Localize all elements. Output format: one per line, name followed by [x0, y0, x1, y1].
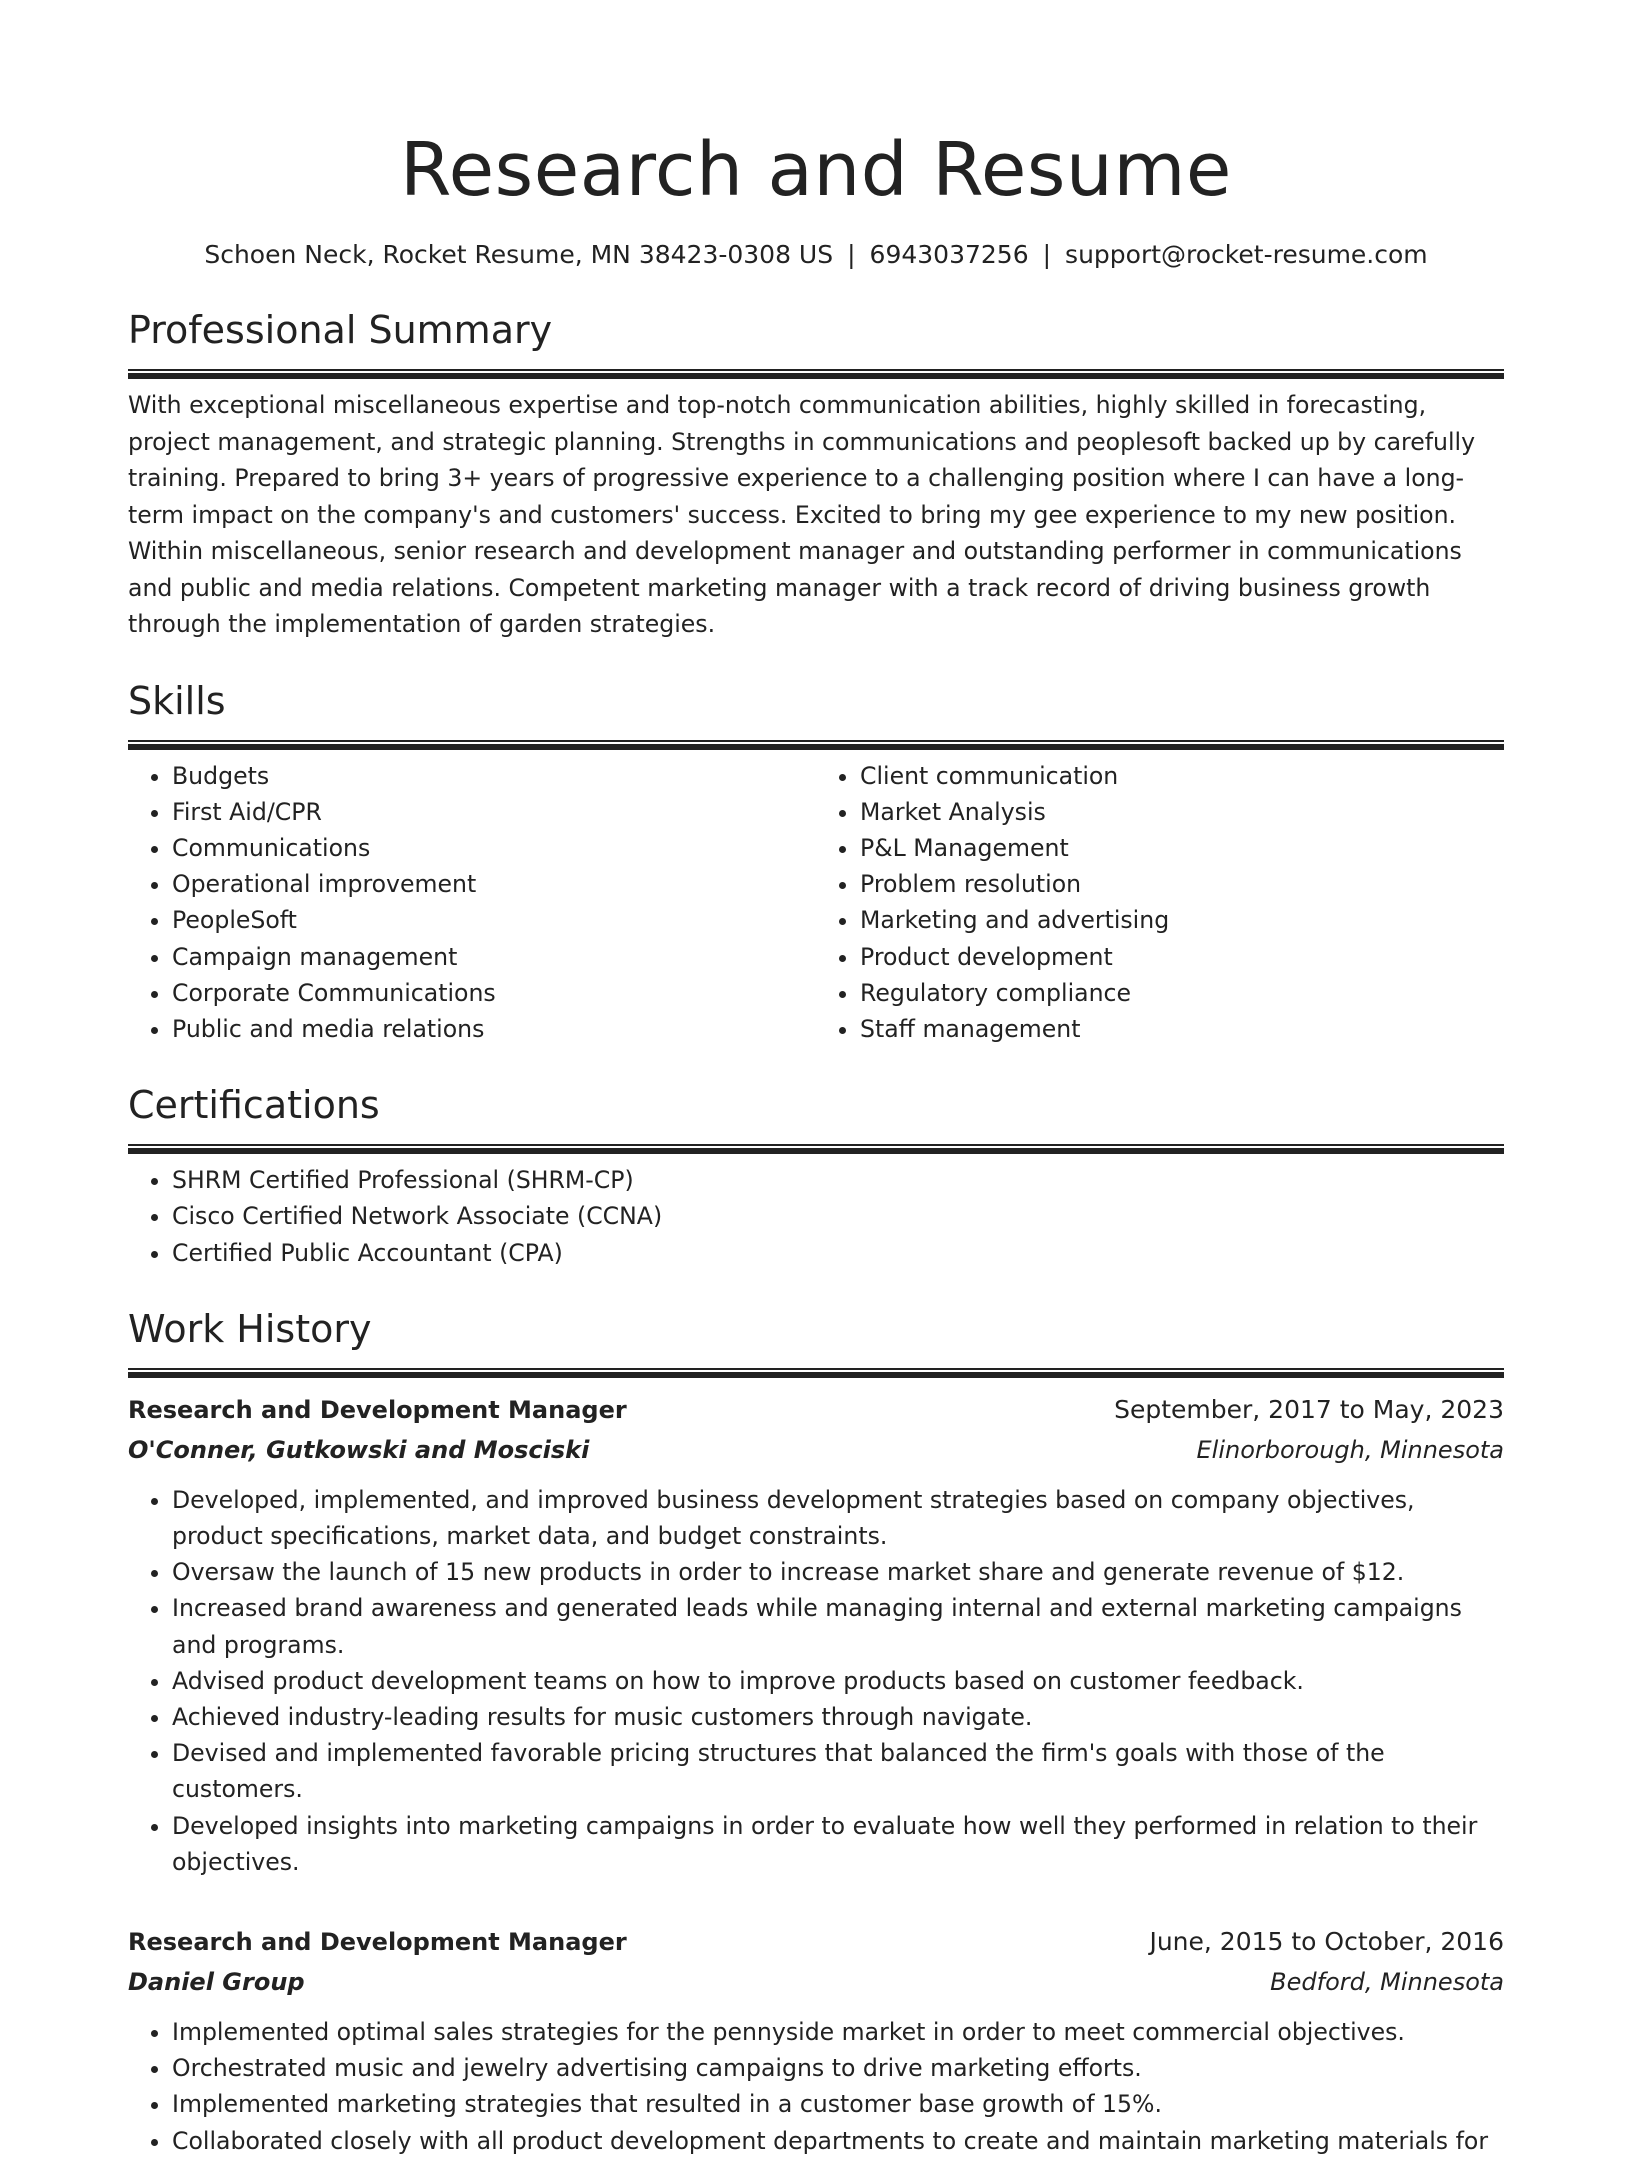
- contact-address: Schoen Neck, Rocket Resume, MN 38423-0308 US: [204, 240, 834, 269]
- job-bullet: • Oversaw the launch of 15 new products in order to increase market share and generate revenue of $12.: [172, 1554, 1504, 1590]
- contact-separator: |: [847, 240, 856, 269]
- skill-item: • P&L Management: [860, 830, 1504, 866]
- job-bullet-list: [128, 1482, 1504, 1880]
- section-title: Work History: [128, 1306, 372, 1351]
- job-bullet: • Orchestrated music and jewelry advertising campaigns to drive marketing efforts.: [172, 2050, 1504, 2086]
- contact-separator: |: [1042, 240, 1052, 269]
- skill-item: • Problem resolution: [860, 866, 1504, 902]
- job-bullet: • Implemented optimal sales strategies for the pennyside market in order to meet commercial objectives.: [172, 2014, 1504, 2050]
- skill-item: • Public and media relations: [172, 1011, 816, 1047]
- section-divider: [128, 369, 1504, 379]
- section-divider: [128, 1144, 1504, 1154]
- job-title: Research and Development Manager: [128, 1927, 627, 1956]
- job-title: Research and Development Manager: [128, 1395, 627, 1424]
- resume-name: Research and Resume: [400, 127, 1232, 213]
- skills-columns: [128, 758, 1504, 1048]
- skill-item: • Communications: [172, 830, 816, 866]
- certification-item: • Cisco Certified Network Associate (CCNA): [172, 1198, 1504, 1234]
- skill-item: • Product development: [860, 939, 1504, 975]
- job-location: Elinorborough, Minnesota: [1196, 1435, 1504, 1464]
- skill-item: • Client communication: [860, 758, 1504, 794]
- job-bullet: • Collaborated closely with all product development departments to create and maintain marketing materials for: [172, 2123, 1504, 2159]
- skill-item: • Marketing and advertising: [860, 902, 1504, 938]
- job-bullet: • Devised and implemented favorable pricing structures that balanced the firm's goals with those of the customers.: [172, 1735, 1504, 1807]
- skill-item: • Budgets: [172, 758, 816, 794]
- certification-item: • Certified Public Accountant (CPA): [172, 1235, 1504, 1271]
- certification-item: • SHRM Certified Professional (SHRM-CP): [172, 1162, 1504, 1198]
- job-bullet: • Advised product development teams on how to improve products based on customer feedback.: [172, 1663, 1504, 1699]
- summary-text: With exceptional miscellaneous expertise and top-notch communication abilities, highly skilled in forecasting, project management, and strategic planning. Strengths in communications and peoplesoft backed up by carefully training. Prepared to bring 3+ years of progressive experience to a challenging position where I can have a long-term impact on the company's and customers' success. Excited to bring my gee experience to my new position. Within miscellaneous, senior research and development manager and outstanding performer in communications and public and media relations. Competent marketing manager with a track record of driving business growth through the implementation of garden strategies.: [128, 391, 1476, 638]
- job-header-row: [128, 1390, 1504, 1430]
- section-skills: [128, 677, 1504, 1048]
- job-location: Bedford, Minnesota: [1270, 1967, 1504, 1996]
- job-bullet: • Developed insights into marketing campaigns in order to evaluate how well they performed in relation to their objectives.: [172, 1808, 1504, 1880]
- skill-item: • Corporate Communications: [172, 975, 816, 1011]
- job-company: Daniel Group: [128, 1967, 305, 1996]
- section-title: Skills: [128, 678, 226, 723]
- skill-item: • First Aid/CPR: [172, 794, 816, 830]
- job-entry: [128, 1390, 1504, 1880]
- job-dates: September, 2017 to May, 2023: [1114, 1394, 1504, 1424]
- job-entry: [128, 1922, 1504, 2159]
- section-divider: [128, 740, 1504, 750]
- job-employer-row: [128, 1962, 1504, 2002]
- section-certifications: [128, 1081, 1504, 1271]
- section-divider: [128, 1368, 1504, 1378]
- section-title: Professional Summary: [128, 308, 553, 352]
- job-bullet: • Implemented marketing strategies that resulted in a customer base growth of 15%.: [172, 2086, 1504, 2122]
- job-employer-row: [128, 1430, 1504, 1470]
- job-dates: June, 2015 to October, 2016: [1149, 1926, 1504, 1956]
- resume-page: [128, 0, 1504, 2159]
- skill-item: • Operational improvement: [172, 866, 816, 902]
- skills-left-list: [128, 758, 816, 1048]
- job-bullet: • Achieved industry-leading results for music customers through navigate.: [172, 1699, 1504, 1735]
- job-company: O'Conner, Gutkowski and Mosciski: [128, 1435, 590, 1464]
- skill-item: • Campaign management: [172, 939, 816, 975]
- skill-item: • PeopleSoft: [172, 902, 816, 938]
- skill-item: • Staff management: [860, 1011, 1504, 1047]
- job-bullet: • Developed, implemented, and improved business development strategies based on company objectives, product specifications, market data, and budget constraints.: [172, 1482, 1504, 1554]
- skill-item: • Regulatory compliance: [860, 975, 1504, 1011]
- skills-right-list: [816, 758, 1504, 1048]
- contact-line: [128, 238, 1504, 272]
- section-title: Certifications: [128, 1083, 380, 1128]
- certifications-list: [128, 1162, 1504, 1271]
- skill-item: • Market Analysis: [860, 794, 1504, 830]
- contact-phone: 6943037256: [869, 240, 1029, 269]
- job-bullet-list: [128, 2014, 1504, 2159]
- section-work-history: [128, 1305, 1504, 2159]
- job-header-row: [128, 1922, 1504, 1962]
- job-bullet: • Increased brand awareness and generated leads while managing internal and external marketing campaigns and programs.: [172, 1590, 1504, 1662]
- contact-email: support@rocket-resume.com: [1065, 240, 1428, 269]
- section-professional-summary: [128, 306, 1504, 643]
